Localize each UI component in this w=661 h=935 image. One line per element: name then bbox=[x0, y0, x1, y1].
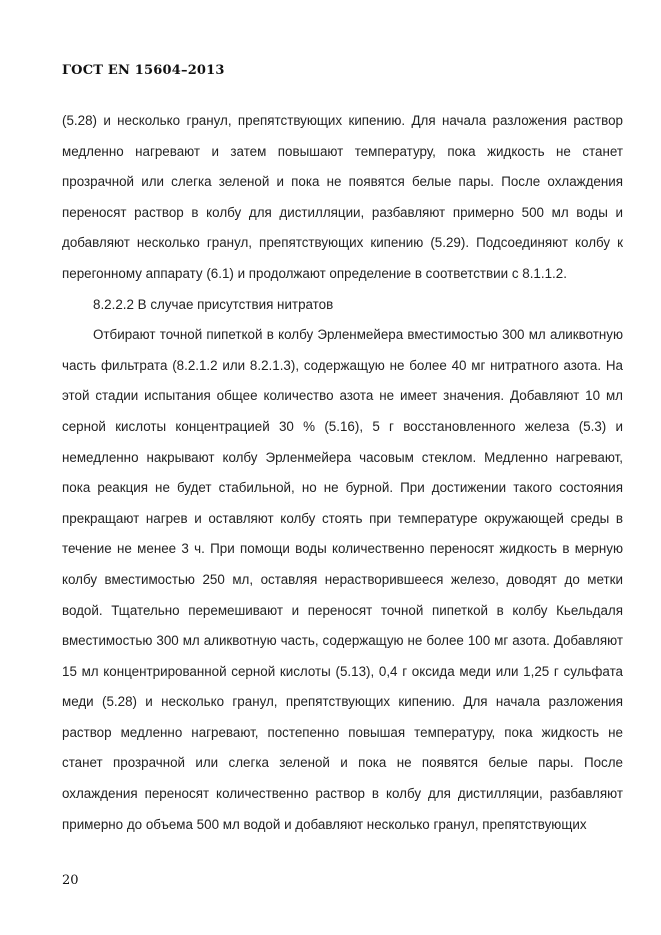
paragraph-nitrates: Отбирают точной пипеткой в колбу Эрленмейера вместимостью 300 мл аликвотную часть фильтрата (8.2.1.2 или 8.2.1.3), содержащую не более 40 мг нитратного азота. На этой стадии испытания общее количество азота не имеет значения. Добавляют 10 мл серной кислоты концентрацией 30 % (5.16), 5 г восстановленного железа (5.3) и немедленно накрывают колбу Эрленмейера часовым стеклом. Медленно нагревают, пока реакция не будет стабильной, но не бурной. При достижении такого состояния прекращают нагрев и оставляют колбу стоять при температуре окружающей среды в течение не менее 3 ч. При помощи воды количественно переносят жидкость в мерную колбу вместимостью 250 мл, оставляя нерастворившееся железо, доводят до метки водой. Тщательно перемешивают и переносят точной пипеткой в колбу Кьельдаля вместимостью 300 мл аликвотную часть, содержащую не более 100 мг азота. Добавляют 15 мл концентрированной серной кислоты (5.13), 0,4 г оксида меди или 1,25 г сульфата меди (5.28) и несколько гранул, препятствующих кипению. Для начала разложения раствор медленно нагревают, постепенно повышая температуру, пока жидкость не станет прозрачной или слегка зеленой и пока не появятся белые пары. После охлаждения переносят количественно раствор в колбу для дистилляции, разбавляют примерно до объема 500 мл водой и добавляют несколько гранул, препятствующих bbox=[62, 327, 623, 832]
section-heading: 8.2.2.2 В случае присутствия нитратов bbox=[93, 296, 334, 312]
page-number: 20 bbox=[62, 873, 79, 888]
paragraph-continuation: (5.28) и несколько гранул, препятствующих кипению. Для начала разложения раствор медленно нагревают и затем повышают температуру, пока жидкость не станет прозрачной или слегка зеленой и пока не появятся белые пары. После охлаждения переносят раствор в колбу для дистилляции, разбавляют примерно 500 мл воды и добавляют несколько гранул, препятствующих кипению (5.29). Подсоединяют колбу к перегонному аппарату (6.1) и продолжают определение в соответствии с 8.1.1.2. bbox=[62, 113, 623, 281]
standard-header: ГОСТ EN 15604–2013 bbox=[62, 63, 225, 78]
body-text bbox=[62, 106, 623, 840]
